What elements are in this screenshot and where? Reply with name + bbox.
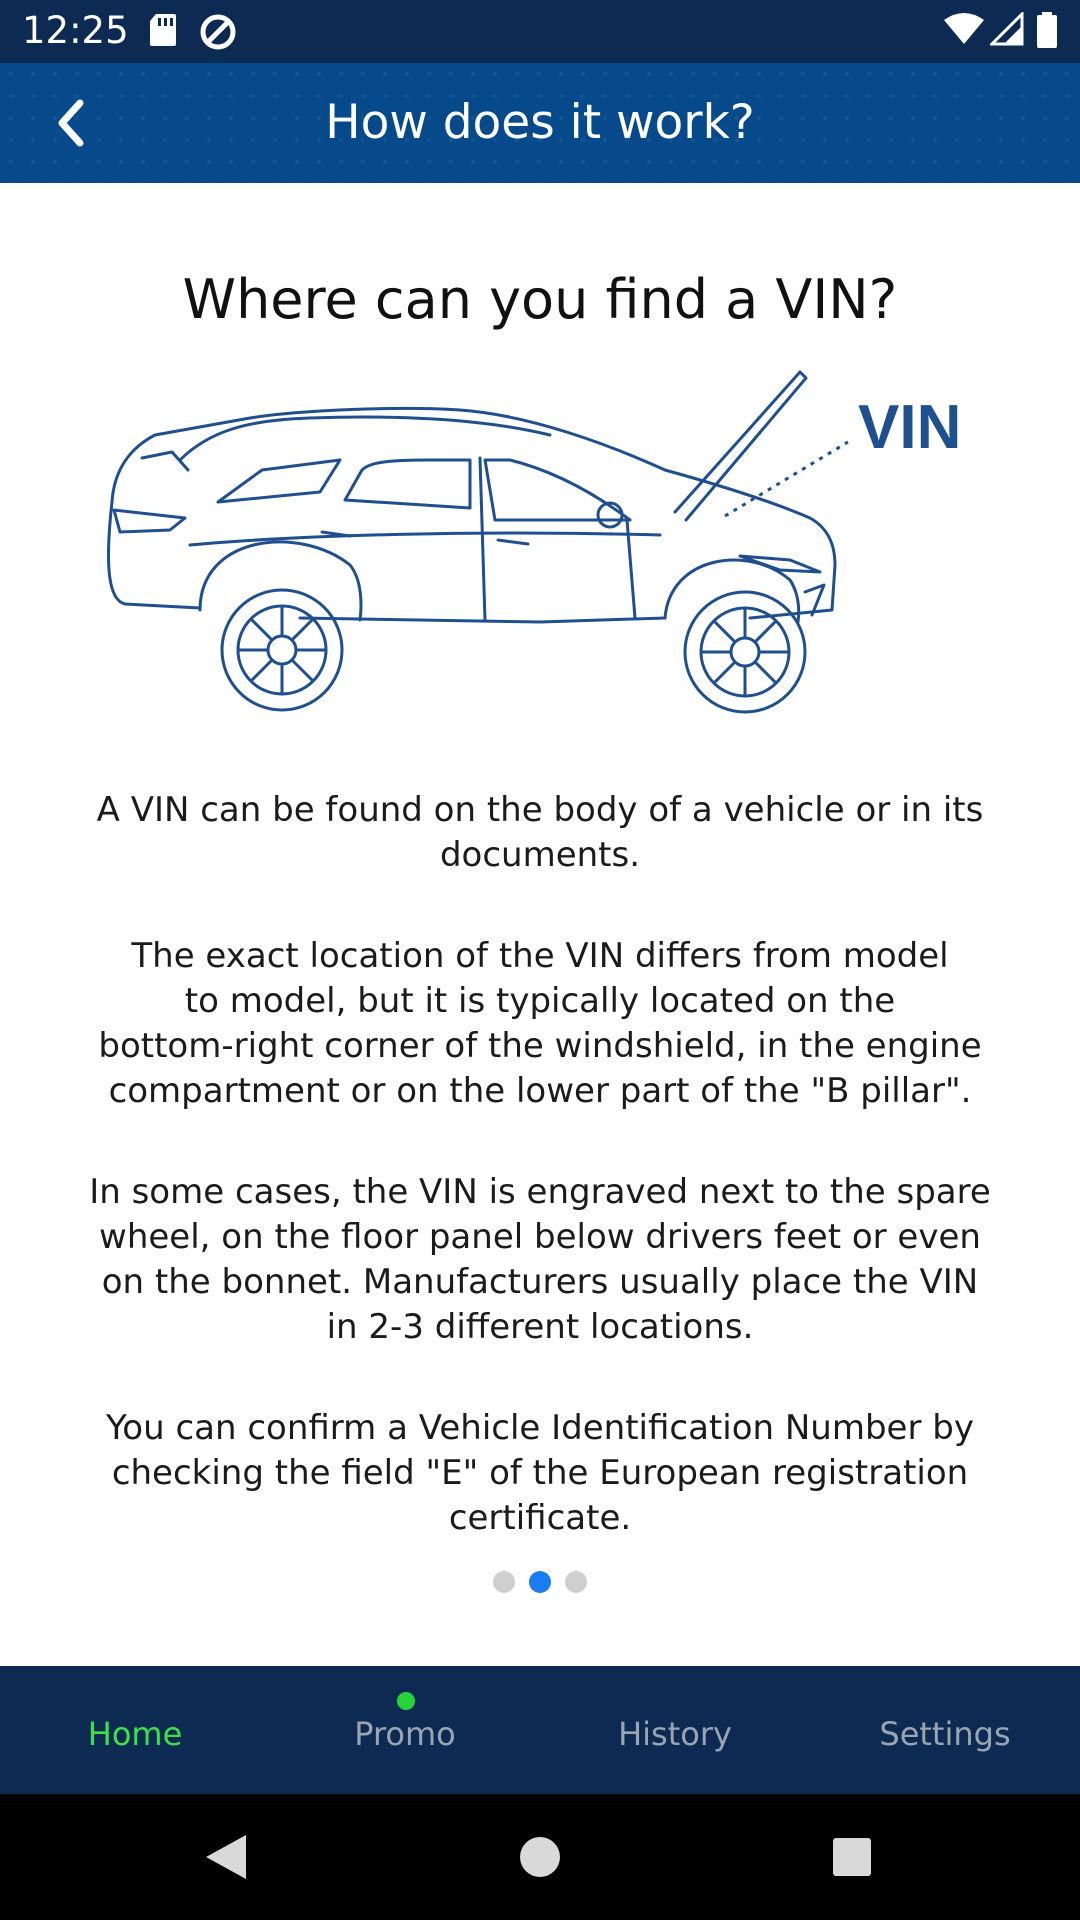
paragraph-line: In some cases, the VIN is engraved next to the spare [89,1172,991,1212]
paragraph-line: You can confirm a Vehicle Identification Number by [106,1408,974,1448]
status-time: 12:25 [22,9,129,52]
promo-badge-dot [397,1692,415,1710]
app-bar [0,63,1080,183]
paragraph-line: checking the field "E" of the European registration [111,1453,969,1493]
back-triangle-icon[interactable] [202,1832,250,1882]
app-title: How does it work? [325,95,755,150]
recents-square-icon[interactable] [830,1832,874,1882]
paragraph-line: wheel, on the floor panel below drivers feet or even [99,1217,981,1257]
home-circle-icon[interactable] [518,1832,562,1882]
paragraph-3 [50,1170,1030,1350]
paragraph-line: in 2-3 different locations. [326,1307,754,1347]
page-heading: Where can you find a VIN? [182,268,898,331]
paragraph-4 [50,1406,1030,1541]
status-bar [0,0,1080,63]
page-dot-3[interactable] [565,1571,587,1593]
sd-card-icon [148,12,178,48]
wifi-icon [944,12,984,46]
page-dot-2-active[interactable] [529,1571,551,1593]
signal-icon [990,12,1024,46]
paragraph-line: compartment or on the lower part of the "B pillar". [108,1071,972,1111]
nav-home-label: Home [87,1715,183,1753]
page-dot-1[interactable] [493,1571,515,1593]
nav-settings-label: Settings [879,1715,1011,1753]
sync-icon [198,12,238,52]
nav-home[interactable] [0,1666,270,1794]
vin-label: VIN [858,393,962,462]
battery-icon [1036,12,1058,48]
nav-promo-label: Promo [354,1715,456,1753]
paragraph-line: on the bonnet. Manufacturers usually place the VIN [101,1262,979,1302]
car-vin-illustration [100,360,980,720]
paragraph-2 [50,934,1030,1114]
page-indicator [0,1571,1080,1593]
nav-settings[interactable] [810,1666,1080,1794]
paragraph-1 [50,788,1030,878]
paragraph-line: bottom-right corner of the windshield, in the engine [98,1026,982,1066]
paragraph-line: A VIN can be found on the body of a vehicle or in its [96,790,984,830]
nav-history-label: History [618,1715,732,1753]
paragraph-line: to model, but it is typically located on the [184,981,896,1021]
paragraph-line: certificate. [448,1498,632,1538]
bottom-nav [0,1666,1080,1794]
nav-history[interactable] [540,1666,810,1794]
nav-promo[interactable] [270,1666,540,1794]
paragraph-line: documents. [439,835,641,875]
system-nav-bar [0,1794,1080,1920]
paragraph-line: The exact location of the VIN differs from model [131,936,949,976]
